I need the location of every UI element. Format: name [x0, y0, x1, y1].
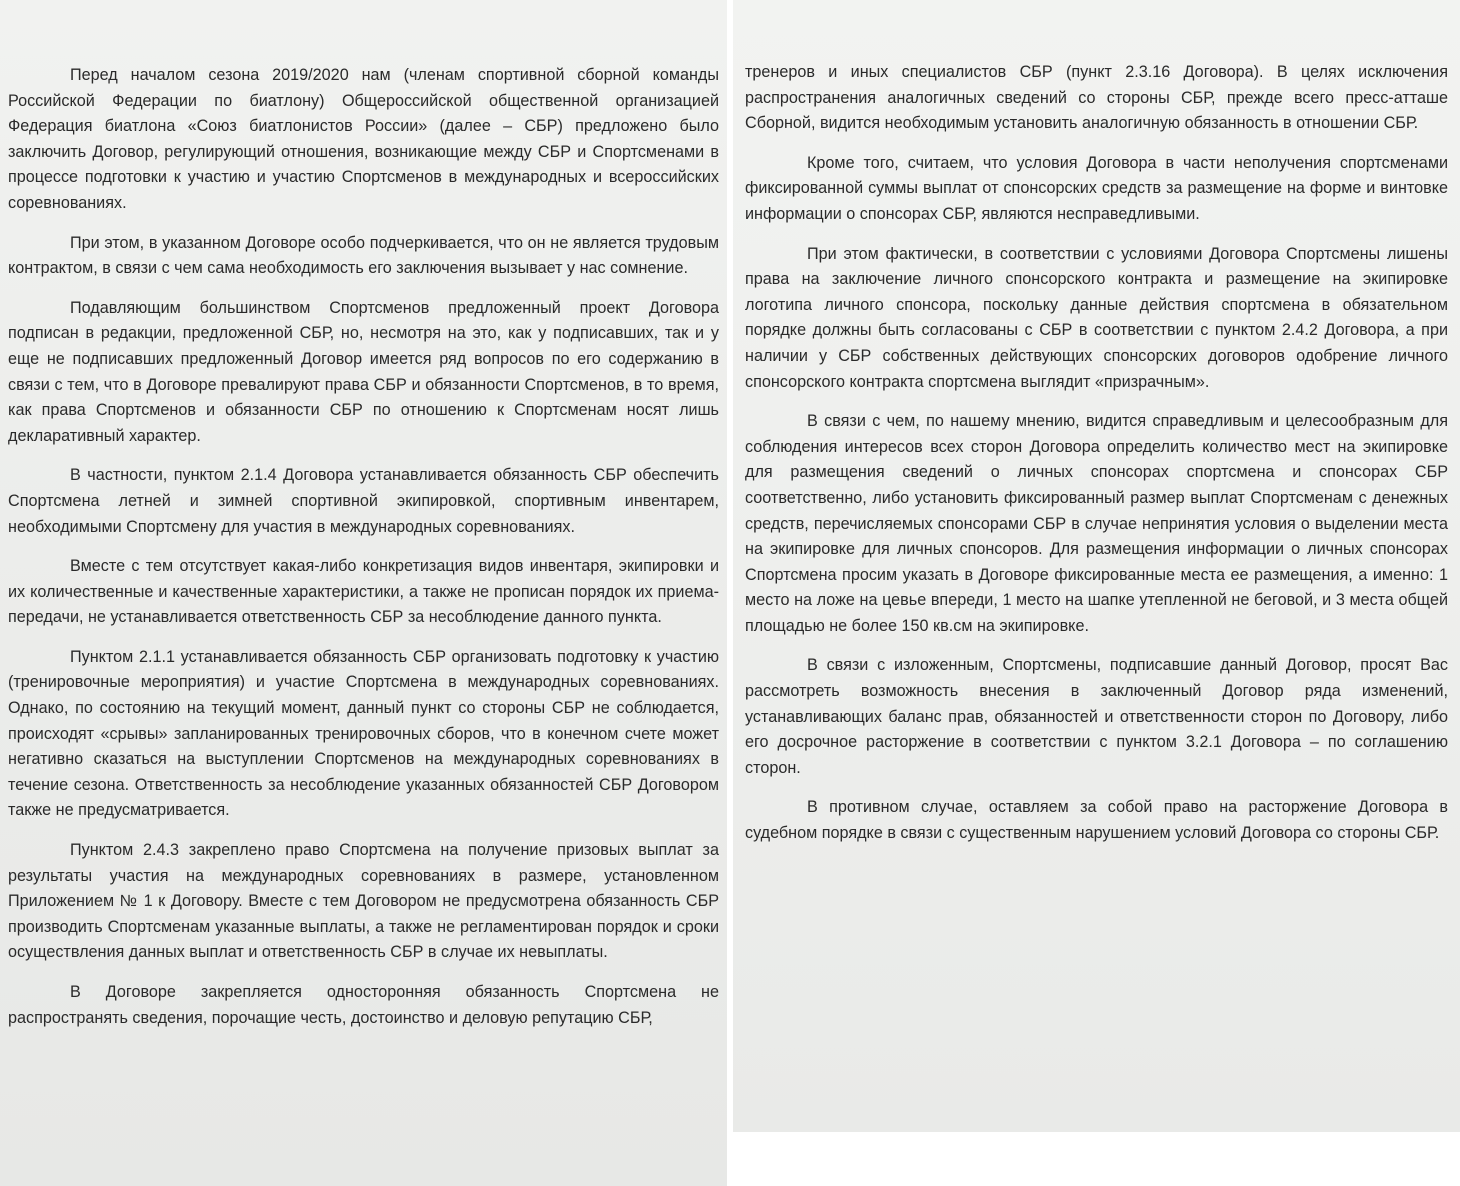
right-paragraph-4: В связи с изложенным, Спортсмены, подписавшие данный Договор, просят Вас рассмотреть возможность внесения в заключенный Договор ряда изменений, устанавливающих баланс прав, обязанностей и ответственности сторон по Договору, либо его досрочное расторжение в соответствии с пунктом 3.2.1 Договора – по соглашению сторон. [745, 656, 1448, 777]
right-continuation-paragraph: тренеров и иных специалистов СБР (пункт 2.3.16 Договора). В целях исключения распространения аналогичных сведений со стороны СБР, прежде всего пресс-атташе Сборной, видится необходимым установить аналогичную обязанность в отношении СБР. [745, 63, 1448, 133]
left-paragraph-7: Пунктом 2.4.3 закреплено право Спортсмена на получение призовых выплат за результаты участия на международных соревнованиях в размере, установленном Приложением № 1 к Договору. Вместе с тем Договором не предусмотрена обязанность СБР производить Спортсменам указанные выплаты, а также не регламентирован порядок и сроки осуществления данных выплат и ответственность СБР в случае их невыплаты. [8, 841, 719, 962]
left-paragraph-8: В Договоре закрепляется односторонняя обязанность Спортсмена не распространять сведения, порочащие честь, достоинство и деловую репутацию СБР, [8, 983, 719, 1027]
left-page [0, 0, 727, 1186]
right-paragraph-3: В связи с чем, по нашему мнению, видится справедливым и целесообразным для соблюдения интересов всех сторон Договора определить количество мест на экипировке для размещения сведений о личных спонсорах спортсмена и спонсорах СБР соответственно, либо установить фиксированный размер выплат Спортсменам с денежных средств, перечисляемых спонсорами СБР в случае непринятия условия о выделении места на экипировке для личных спонсоров. Для размещения информации о личных спонсорах Спортсмена просим указать в Договоре фиксированные места ее размещения, а именно: 1 место на ложе на цевье впереди, 1 место на шапке утепленной не беговой, и 3 места общей площадью не более 150 кв.см на экипировке. [745, 412, 1448, 635]
right-page [733, 0, 1460, 1132]
left-paragraph-4: В частности, пунктом 2.1.4 Договора устанавливается обязанность СБР обеспечить Спортсмена летней и зимней спортивной экипировкой, спортивным инвентарем, необходимыми Спортсмену для участия в международных соревнованиях. [8, 466, 719, 536]
left-paragraph-3: Подавляющим большинством Спортсменов предложенный проект Договора подписан в редакции, предложенной СБР, но, несмотря на это, как у подписавших, так и у еще не подписавших предложенный Договор имеется ряд вопросов по его содержанию в связи с тем, что в Договоре превалируют права СБР и обязанности Спортсменов, в то время, как права Спортсменов и обязанности СБР по отношению к Спортсменам носят лишь декларативный характер. [8, 298, 719, 445]
right-paragraph-2: При этом фактически, в соответствии с условиями Договора Спортсмены лишены права на заключение личного спонсорского контракта и размещение на экипировке логотипа личного спонсора, поскольку данные действия спортсмена в обязательном порядке должны быть согласованы с СБР в соответствии с пунктом 2.4.2 Договора, а при наличии у СБР собственных действующих спонсорских договоров одобрение личного спонсорского контракта спортсмена выглядит «призрачным». [745, 244, 1448, 391]
left-paragraph-5: Вместе с тем отсутствует какая-либо конкретизация видов инвентаря, экипировки и их количественные и качественные характеристики, а также не прописан порядок их приема-передачи, не устанавливается ответственность СБР за несоблюдение данного пункта. [8, 557, 719, 627]
left-paragraph-6: Пунктом 2.1.1 устанавливается обязанность СБР организовать подготовку к участию (тренировочные мероприятия) и участие Спортсмена в международных соревнованиях. Однако, по состоянию на текущий момент, данный пункт со стороны СБР не соблюдается, происходят «срывы» запланированных тренировочных сборов, что в конечном счете может негативно сказаться на выступлении Спортсменов на международных соревнованиях в течение сезона. Ответственность за несоблюдение указанных обязанностей СБР Договором также не предусматривается. [8, 647, 719, 820]
right-paragraph-5: В противном случае, оставляем за собой право на расторжение Договора в судебном порядке в связи с существенным нарушением условий Договора со стороны СБР. [745, 798, 1448, 843]
right-paragraph-1: Кроме того, считаем, что условия Договора в части неполучения спортсменами фиксированной суммы выплат от спонсорских средств за размещение на форме и винтовке информации о спонсорах СБР, являются несправедливыми. [745, 153, 1448, 223]
left-paragraph-2: При этом, в указанном Договоре особо подчеркивается, что он не является трудовым контрактом, в связи с чем сама необходимость его заключения вызывает у нас сомнение. [8, 233, 719, 278]
left-paragraph-1: Перед началом сезона 2019/2020 нам (членам спортивной сборной команды Российской Федерации по биатлону) Общероссийской общественной организацией Федерация биатлона «Союз биатлонистов России» (далее – СБР) предложено было заключить Договор, регулирующий отношения, возникающие между СБР и Спортсменами в процессе подготовки к участию и участию Спортсменов в международных и всероссийских соревнованиях. [8, 66, 719, 212]
